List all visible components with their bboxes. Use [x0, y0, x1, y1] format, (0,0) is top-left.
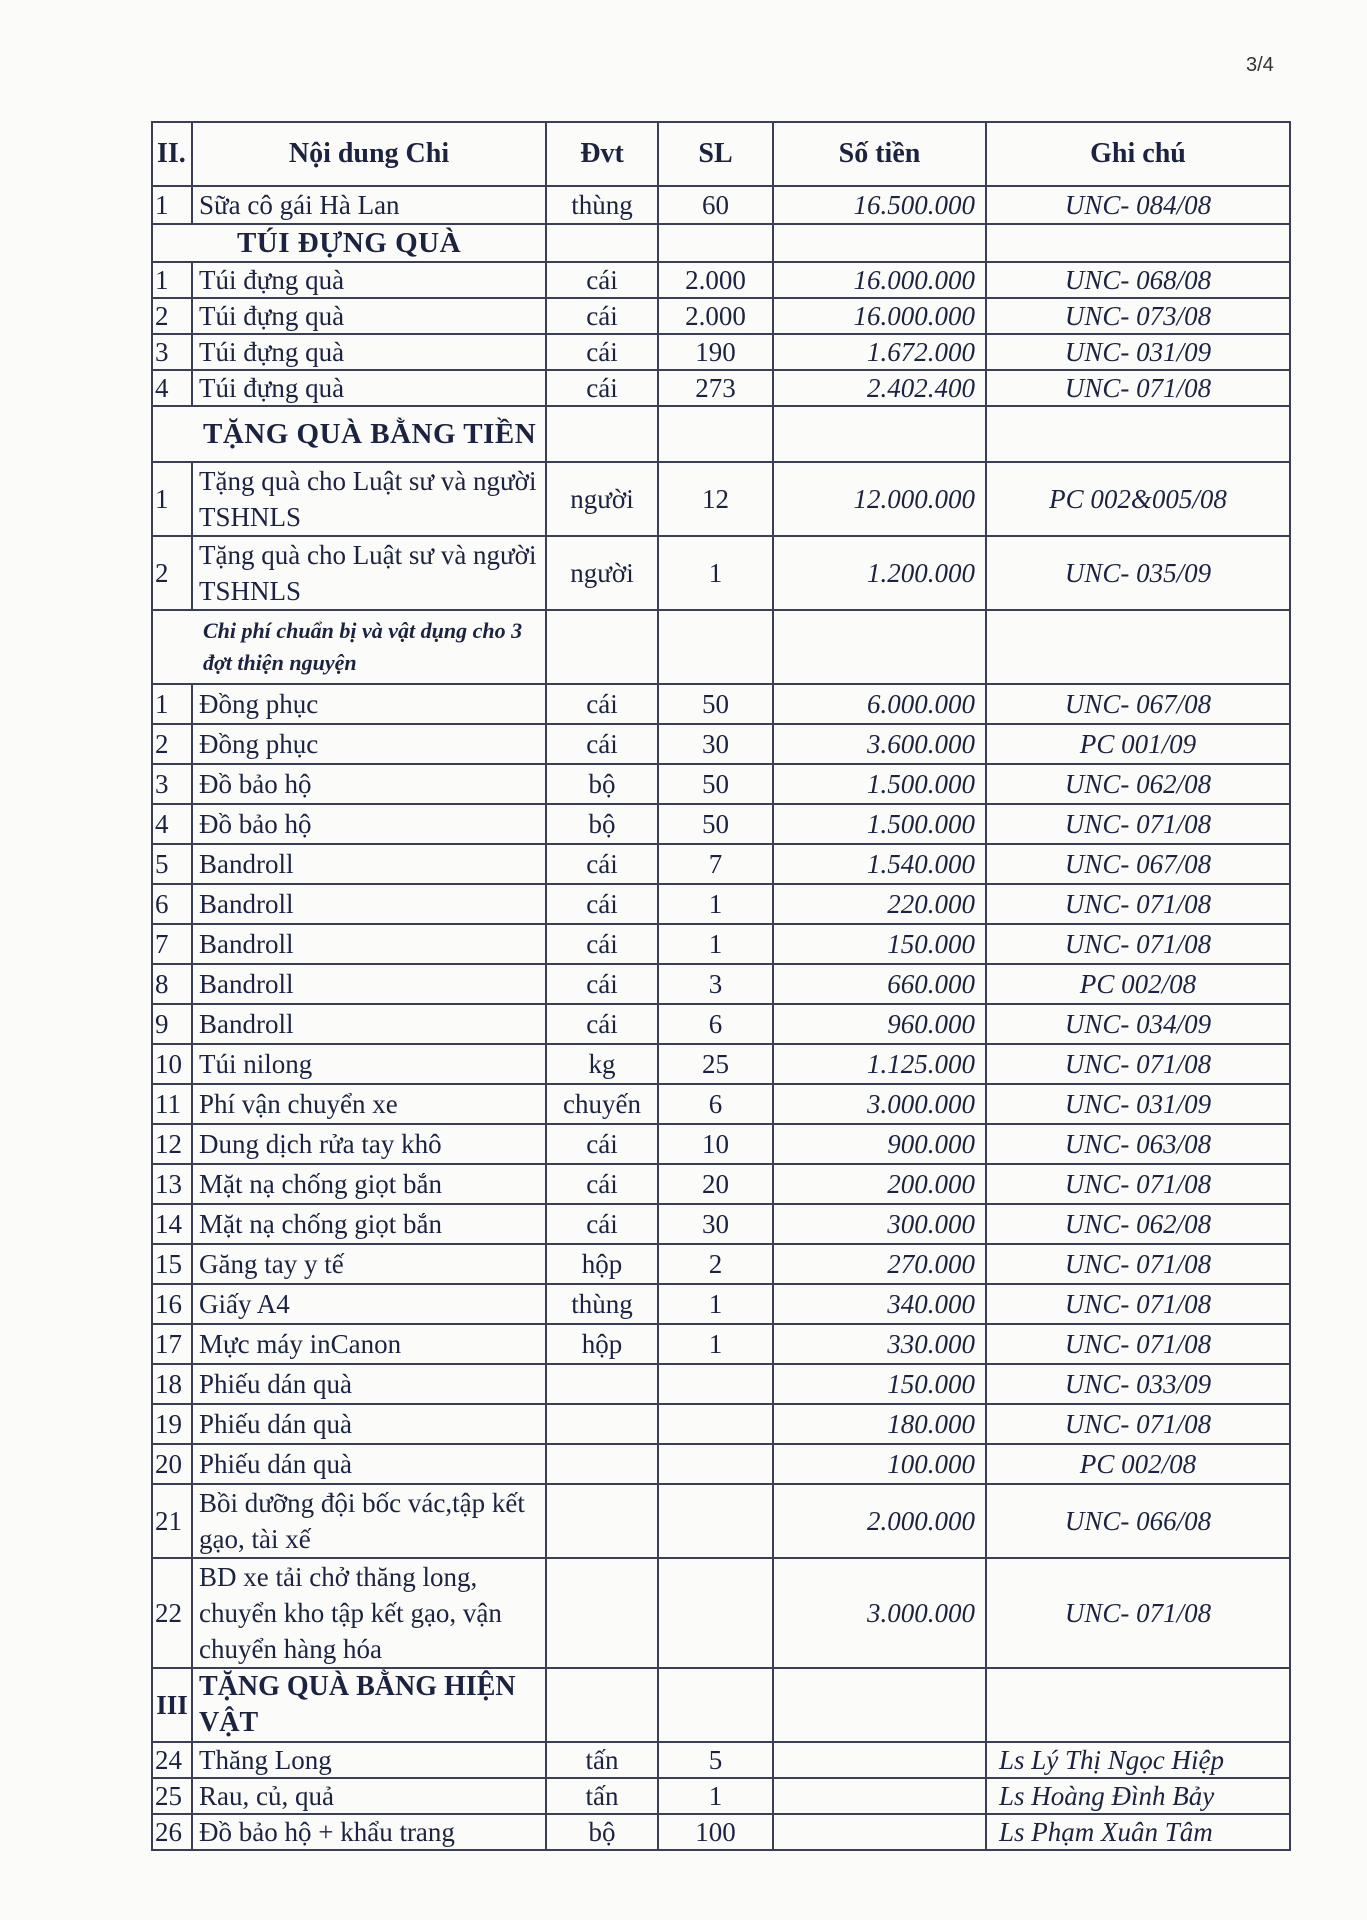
row-note: UNC- 071/08: [986, 1284, 1290, 1324]
table-row: [152, 724, 1290, 764]
row-qty: 60: [658, 186, 773, 224]
table-row: [152, 884, 1290, 924]
empty-cell: [986, 224, 1290, 262]
row-number: 1: [152, 262, 192, 298]
row-note: UNC- 071/08: [986, 1404, 1290, 1444]
row-amount: [773, 1814, 986, 1850]
row-qty: 50: [658, 764, 773, 804]
table-row: [152, 1044, 1290, 1084]
table-row: [152, 844, 1290, 884]
row-note: UNC- 067/08: [986, 844, 1290, 884]
row-amount: 1.200.000: [773, 536, 986, 610]
row-number: 3: [152, 334, 192, 370]
empty-cell: [986, 610, 1290, 684]
header-section-number: II.: [152, 122, 192, 186]
row-amount: 1.672.000: [773, 334, 986, 370]
table-row: [152, 1778, 1290, 1814]
table-row: [152, 1404, 1290, 1444]
row-amount: 3.600.000: [773, 724, 986, 764]
row-qty: 7: [658, 844, 773, 884]
row-number: 13: [152, 1164, 192, 1204]
row-unit: bộ: [546, 804, 658, 844]
row-item-name: Bandroll: [192, 1004, 546, 1044]
empty-cell: [546, 610, 658, 684]
row-amount: 16.000.000: [773, 262, 986, 298]
empty-cell: [658, 610, 773, 684]
row-qty: 12: [658, 462, 773, 536]
row-item-name: Sữa cô gái Hà Lan: [192, 186, 546, 224]
expense-table: [151, 121, 1291, 1851]
table-row: [152, 964, 1290, 1004]
row-amount: 900.000: [773, 1124, 986, 1164]
table-row: [152, 1164, 1290, 1204]
row-qty: 5: [658, 1742, 773, 1778]
row-amount: 330.000: [773, 1324, 986, 1364]
group-header-row: [152, 610, 1290, 684]
row-item-name: Túi đựng quà: [192, 334, 546, 370]
row-item-name: Bandroll: [192, 884, 546, 924]
row-qty: 3: [658, 964, 773, 1004]
row-amount: 1.540.000: [773, 844, 986, 884]
header-note: Ghi chú: [986, 122, 1290, 186]
row-number: 20: [152, 1444, 192, 1484]
row-unit: bộ: [546, 764, 658, 804]
row-qty: [658, 1484, 773, 1558]
row-amount: 2.402.400: [773, 370, 986, 406]
row-number: 4: [152, 804, 192, 844]
row-note: PC 002/08: [986, 1444, 1290, 1484]
row-item-name: BD xe tải chở thăng long, chuyển kho tập kết gạo, vận chuyển hàng hóa: [192, 1558, 546, 1668]
empty-cell: [773, 610, 986, 684]
row-number: 7: [152, 924, 192, 964]
row-unit: cái: [546, 884, 658, 924]
row-note: UNC- 071/08: [986, 804, 1290, 844]
row-qty: 100: [658, 1814, 773, 1850]
row-number: 10: [152, 1044, 192, 1084]
row-item-name: Tặng quà cho Luật sư và người TSHNLS: [192, 462, 546, 536]
row-number: 24: [152, 1742, 192, 1778]
row-note: UNC- 067/08: [986, 684, 1290, 724]
row-qty: 10: [658, 1124, 773, 1164]
row-item-name: Túi nilong: [192, 1044, 546, 1084]
row-item-name: Đồ bảo hộ: [192, 804, 546, 844]
row-note: UNC- 031/09: [986, 1084, 1290, 1124]
table-row: [152, 1124, 1290, 1164]
row-note: UNC- 063/08: [986, 1124, 1290, 1164]
row-number: 11: [152, 1084, 192, 1124]
table-row: [152, 1558, 1290, 1668]
preparation-rows: [152, 684, 1290, 1668]
section-header-row: [152, 1668, 1290, 1742]
row-number: 26: [152, 1814, 192, 1850]
row-note: PC 002&005/08: [986, 462, 1290, 536]
row-amount: 2.000.000: [773, 1484, 986, 1558]
row-amount: 270.000: [773, 1244, 986, 1284]
row-amount: 660.000: [773, 964, 986, 1004]
row-unit: người: [546, 462, 658, 536]
row-unit: [546, 1444, 658, 1484]
row-note: Ls Lý Thị Ngọc Hiệp: [986, 1742, 1290, 1778]
row-unit: thùng: [546, 186, 658, 224]
row-item-name: Phiếu dán quà: [192, 1444, 546, 1484]
row-unit: tấn: [546, 1742, 658, 1778]
table-row: [152, 1244, 1290, 1284]
row-number: 2: [152, 298, 192, 334]
group-title-gift-bags: TÚI ĐỰNG QUÀ: [152, 224, 546, 262]
row-unit: hộp: [546, 1244, 658, 1284]
row-amount: 300.000: [773, 1204, 986, 1244]
row-number: 25: [152, 1778, 192, 1814]
row-unit: cái: [546, 334, 658, 370]
header-content: Nội dung Chi: [192, 122, 546, 186]
row-unit: [546, 1558, 658, 1668]
row-unit: hộp: [546, 1324, 658, 1364]
row-unit: cái: [546, 1124, 658, 1164]
row-unit: cái: [546, 370, 658, 406]
table-row: [152, 1484, 1290, 1558]
row-qty: 30: [658, 724, 773, 764]
row-number: 6: [152, 884, 192, 924]
row-item-name: Giấy A4: [192, 1284, 546, 1324]
row-note: UNC- 034/09: [986, 1004, 1290, 1044]
row-item-name: Phiếu dán quà: [192, 1364, 546, 1404]
row-item-name: Túi đựng quà: [192, 298, 546, 334]
row-amount: 100.000: [773, 1444, 986, 1484]
row-qty: 20: [658, 1164, 773, 1204]
row-item-name: Bồi dưỡng đội bốc vác,tập kết gạo, tài xế: [192, 1484, 546, 1558]
row-qty: 50: [658, 684, 773, 724]
row-note: UNC- 071/08: [986, 924, 1290, 964]
row-qty: 1: [658, 536, 773, 610]
row-item-name: Đồ bảo hộ: [192, 764, 546, 804]
cash-gift-rows: [152, 462, 1290, 610]
table-row: [152, 1204, 1290, 1244]
row-number: 5: [152, 844, 192, 884]
row-note: UNC- 035/09: [986, 536, 1290, 610]
table-row: [152, 370, 1290, 406]
row-item-name: Mặt nạ chống giọt bắn: [192, 1164, 546, 1204]
row-item-name: Găng tay y tế: [192, 1244, 546, 1284]
section-title-in-kind-gifts: TẶNG QUÀ BẰNG HIỆN VẬT: [192, 1668, 546, 1742]
group-header-row: [152, 406, 1290, 462]
group-header-row: [152, 224, 1290, 262]
row-unit: tấn: [546, 1778, 658, 1814]
row-number: 1: [152, 462, 192, 536]
row-qty: 1: [658, 1778, 773, 1814]
row-item-name: Bandroll: [192, 844, 546, 884]
row-note: UNC- 084/08: [986, 186, 1290, 224]
row-unit: cái: [546, 1164, 658, 1204]
row-unit: chuyến: [546, 1084, 658, 1124]
row-unit: người: [546, 536, 658, 610]
row-qty: [658, 1404, 773, 1444]
row-item-name: Túi đựng quà: [192, 262, 546, 298]
row-item-name: Thăng Long: [192, 1742, 546, 1778]
row-unit: cái: [546, 964, 658, 1004]
row-item-name: Đồ bảo hộ + khẩu trang: [192, 1814, 546, 1850]
row-item-name: Dung dịch rửa tay khô: [192, 1124, 546, 1164]
row-amount: 6.000.000: [773, 684, 986, 724]
row-unit: cái: [546, 262, 658, 298]
row-item-name: Mặt nạ chống giọt bắn: [192, 1204, 546, 1244]
group-title-preparation: Chi phí chuẩn bị và vật dụng cho 3 đợt thiện nguyện: [152, 610, 546, 684]
row-note: UNC- 071/08: [986, 1324, 1290, 1364]
row-qty: 6: [658, 1004, 773, 1044]
table-row: [152, 684, 1290, 724]
row-note: UNC- 062/08: [986, 764, 1290, 804]
row-number: 9: [152, 1004, 192, 1044]
row-note: UNC- 071/08: [986, 884, 1290, 924]
row-qty: 1: [658, 1284, 773, 1324]
empty-cell: [546, 224, 658, 262]
row-unit: cái: [546, 298, 658, 334]
row-number: 2: [152, 536, 192, 610]
empty-cell: [546, 1668, 658, 1742]
table-row: [152, 1814, 1290, 1850]
row-note: UNC- 071/08: [986, 370, 1290, 406]
row-qty: [658, 1558, 773, 1668]
row-unit: cái: [546, 684, 658, 724]
row-note: PC 002/08: [986, 964, 1290, 1004]
empty-cell: [658, 224, 773, 262]
empty-cell: [546, 406, 658, 462]
row-item-name: Đồng phục: [192, 684, 546, 724]
empty-cell: [986, 406, 1290, 462]
row-item-name: Túi đựng quà: [192, 370, 546, 406]
table-header-row: [152, 122, 1290, 186]
row-qty: 2: [658, 1244, 773, 1284]
row-unit: thùng: [546, 1284, 658, 1324]
row-amount: 3.000.000: [773, 1558, 986, 1668]
row-number: 4: [152, 370, 192, 406]
row-note: UNC- 073/08: [986, 298, 1290, 334]
row-amount: 16.000.000: [773, 298, 986, 334]
row-amount: 220.000: [773, 884, 986, 924]
row-qty: 25: [658, 1044, 773, 1084]
row-number: 1: [152, 186, 192, 224]
row-unit: cái: [546, 1204, 658, 1244]
table-row: [152, 186, 1290, 224]
header-qty: SL: [658, 122, 773, 186]
row-unit: [546, 1404, 658, 1444]
row-qty: 30: [658, 1204, 773, 1244]
empty-cell: [773, 1668, 986, 1742]
table-row: [152, 1284, 1290, 1324]
row-number: 19: [152, 1404, 192, 1444]
row-number: 21: [152, 1484, 192, 1558]
row-number: 12: [152, 1124, 192, 1164]
row-number: 2: [152, 724, 192, 764]
row-note: UNC- 031/09: [986, 334, 1290, 370]
table-row: [152, 1324, 1290, 1364]
row-qty: 1: [658, 924, 773, 964]
row-unit: kg: [546, 1044, 658, 1084]
row-amount: 340.000: [773, 1284, 986, 1324]
gift-bags-rows: [152, 262, 1290, 406]
row-note: UNC- 071/08: [986, 1558, 1290, 1668]
row-number: 17: [152, 1324, 192, 1364]
row-item-name: Đồng phục: [192, 724, 546, 764]
header-unit: Đvt: [546, 122, 658, 186]
empty-cell: [658, 406, 773, 462]
row-unit: cái: [546, 1004, 658, 1044]
table-row: [152, 1084, 1290, 1124]
row-amount: 180.000: [773, 1404, 986, 1444]
row-amount: 12.000.000: [773, 462, 986, 536]
row-item-name: Tặng quà cho Luật sư và người TSHNLS: [192, 536, 546, 610]
row-number: 16: [152, 1284, 192, 1324]
table-row: [152, 334, 1290, 370]
table-row: [152, 1444, 1290, 1484]
section-number: III: [152, 1668, 192, 1742]
row-amount: 1.500.000: [773, 764, 986, 804]
row-unit: [546, 1484, 658, 1558]
row-note: Ls Hoàng Đình Bảy: [986, 1778, 1290, 1814]
row-qty: 273: [658, 370, 773, 406]
table-row: [152, 804, 1290, 844]
row-qty: 2.000: [658, 298, 773, 334]
empty-cell: [773, 406, 986, 462]
table-row: [152, 536, 1290, 610]
row-unit: cái: [546, 924, 658, 964]
row-note: UNC- 071/08: [986, 1244, 1290, 1284]
table-row: [152, 924, 1290, 964]
row-note: UNC- 066/08: [986, 1484, 1290, 1558]
row-amount: 200.000: [773, 1164, 986, 1204]
row-note: UNC- 071/08: [986, 1164, 1290, 1204]
row-item-name: Bandroll: [192, 924, 546, 964]
row-note: UNC- 071/08: [986, 1044, 1290, 1084]
header-amount: Số tiền: [773, 122, 986, 186]
page-number: 3/4: [1246, 54, 1274, 76]
row-amount: 150.000: [773, 924, 986, 964]
row-amount: 960.000: [773, 1004, 986, 1044]
row-qty: 50: [658, 804, 773, 844]
table-row: [152, 262, 1290, 298]
row-qty: 1: [658, 884, 773, 924]
row-amount: [773, 1778, 986, 1814]
row-number: 18: [152, 1364, 192, 1404]
row-item-name: Rau, củ, quả: [192, 1778, 546, 1814]
row-qty: [658, 1364, 773, 1404]
table-row: [152, 764, 1290, 804]
empty-cell: [986, 1668, 1290, 1742]
row-number: 14: [152, 1204, 192, 1244]
row-note: UNC- 068/08: [986, 262, 1290, 298]
row-number: 3: [152, 764, 192, 804]
row-number: 8: [152, 964, 192, 1004]
row-qty: 2.000: [658, 262, 773, 298]
row-number: 15: [152, 1244, 192, 1284]
row-note: Ls Phạm Xuân Tâm: [986, 1814, 1290, 1850]
row-item-name: Bandroll: [192, 964, 546, 1004]
in-kind-gift-rows: [152, 1742, 1290, 1850]
row-amount: 1.125.000: [773, 1044, 986, 1084]
table-row: [152, 1004, 1290, 1044]
table-row: [152, 462, 1290, 536]
row-item-name: Phiếu dán quà: [192, 1404, 546, 1444]
row-qty: [658, 1444, 773, 1484]
row-item-name: Phí vận chuyển xe: [192, 1084, 546, 1124]
row-amount: [773, 1742, 986, 1778]
row-amount: 1.500.000: [773, 804, 986, 844]
empty-cell: [773, 224, 986, 262]
table-row: [152, 1742, 1290, 1778]
row-unit: [546, 1364, 658, 1404]
row-number: 22: [152, 1558, 192, 1668]
row-note: UNC- 062/08: [986, 1204, 1290, 1244]
empty-cell: [658, 1668, 773, 1742]
row-number: 1: [152, 684, 192, 724]
row-qty: 6: [658, 1084, 773, 1124]
row-unit: cái: [546, 844, 658, 884]
group-title-cash-gifts: TẶNG QUÀ BẰNG TIỀN: [152, 406, 546, 462]
table-row: [152, 298, 1290, 334]
row-amount: 3.000.000: [773, 1084, 986, 1124]
row-qty: 190: [658, 334, 773, 370]
row-note: UNC- 033/09: [986, 1364, 1290, 1404]
row-amount: 150.000: [773, 1364, 986, 1404]
table-row: [152, 1364, 1290, 1404]
row-amount: 16.500.000: [773, 186, 986, 224]
row-unit: bộ: [546, 1814, 658, 1850]
row-unit: cái: [546, 724, 658, 764]
row-note: PC 001/09: [986, 724, 1290, 764]
row-qty: 1: [658, 1324, 773, 1364]
row-item-name: Mực máy inCanon: [192, 1324, 546, 1364]
